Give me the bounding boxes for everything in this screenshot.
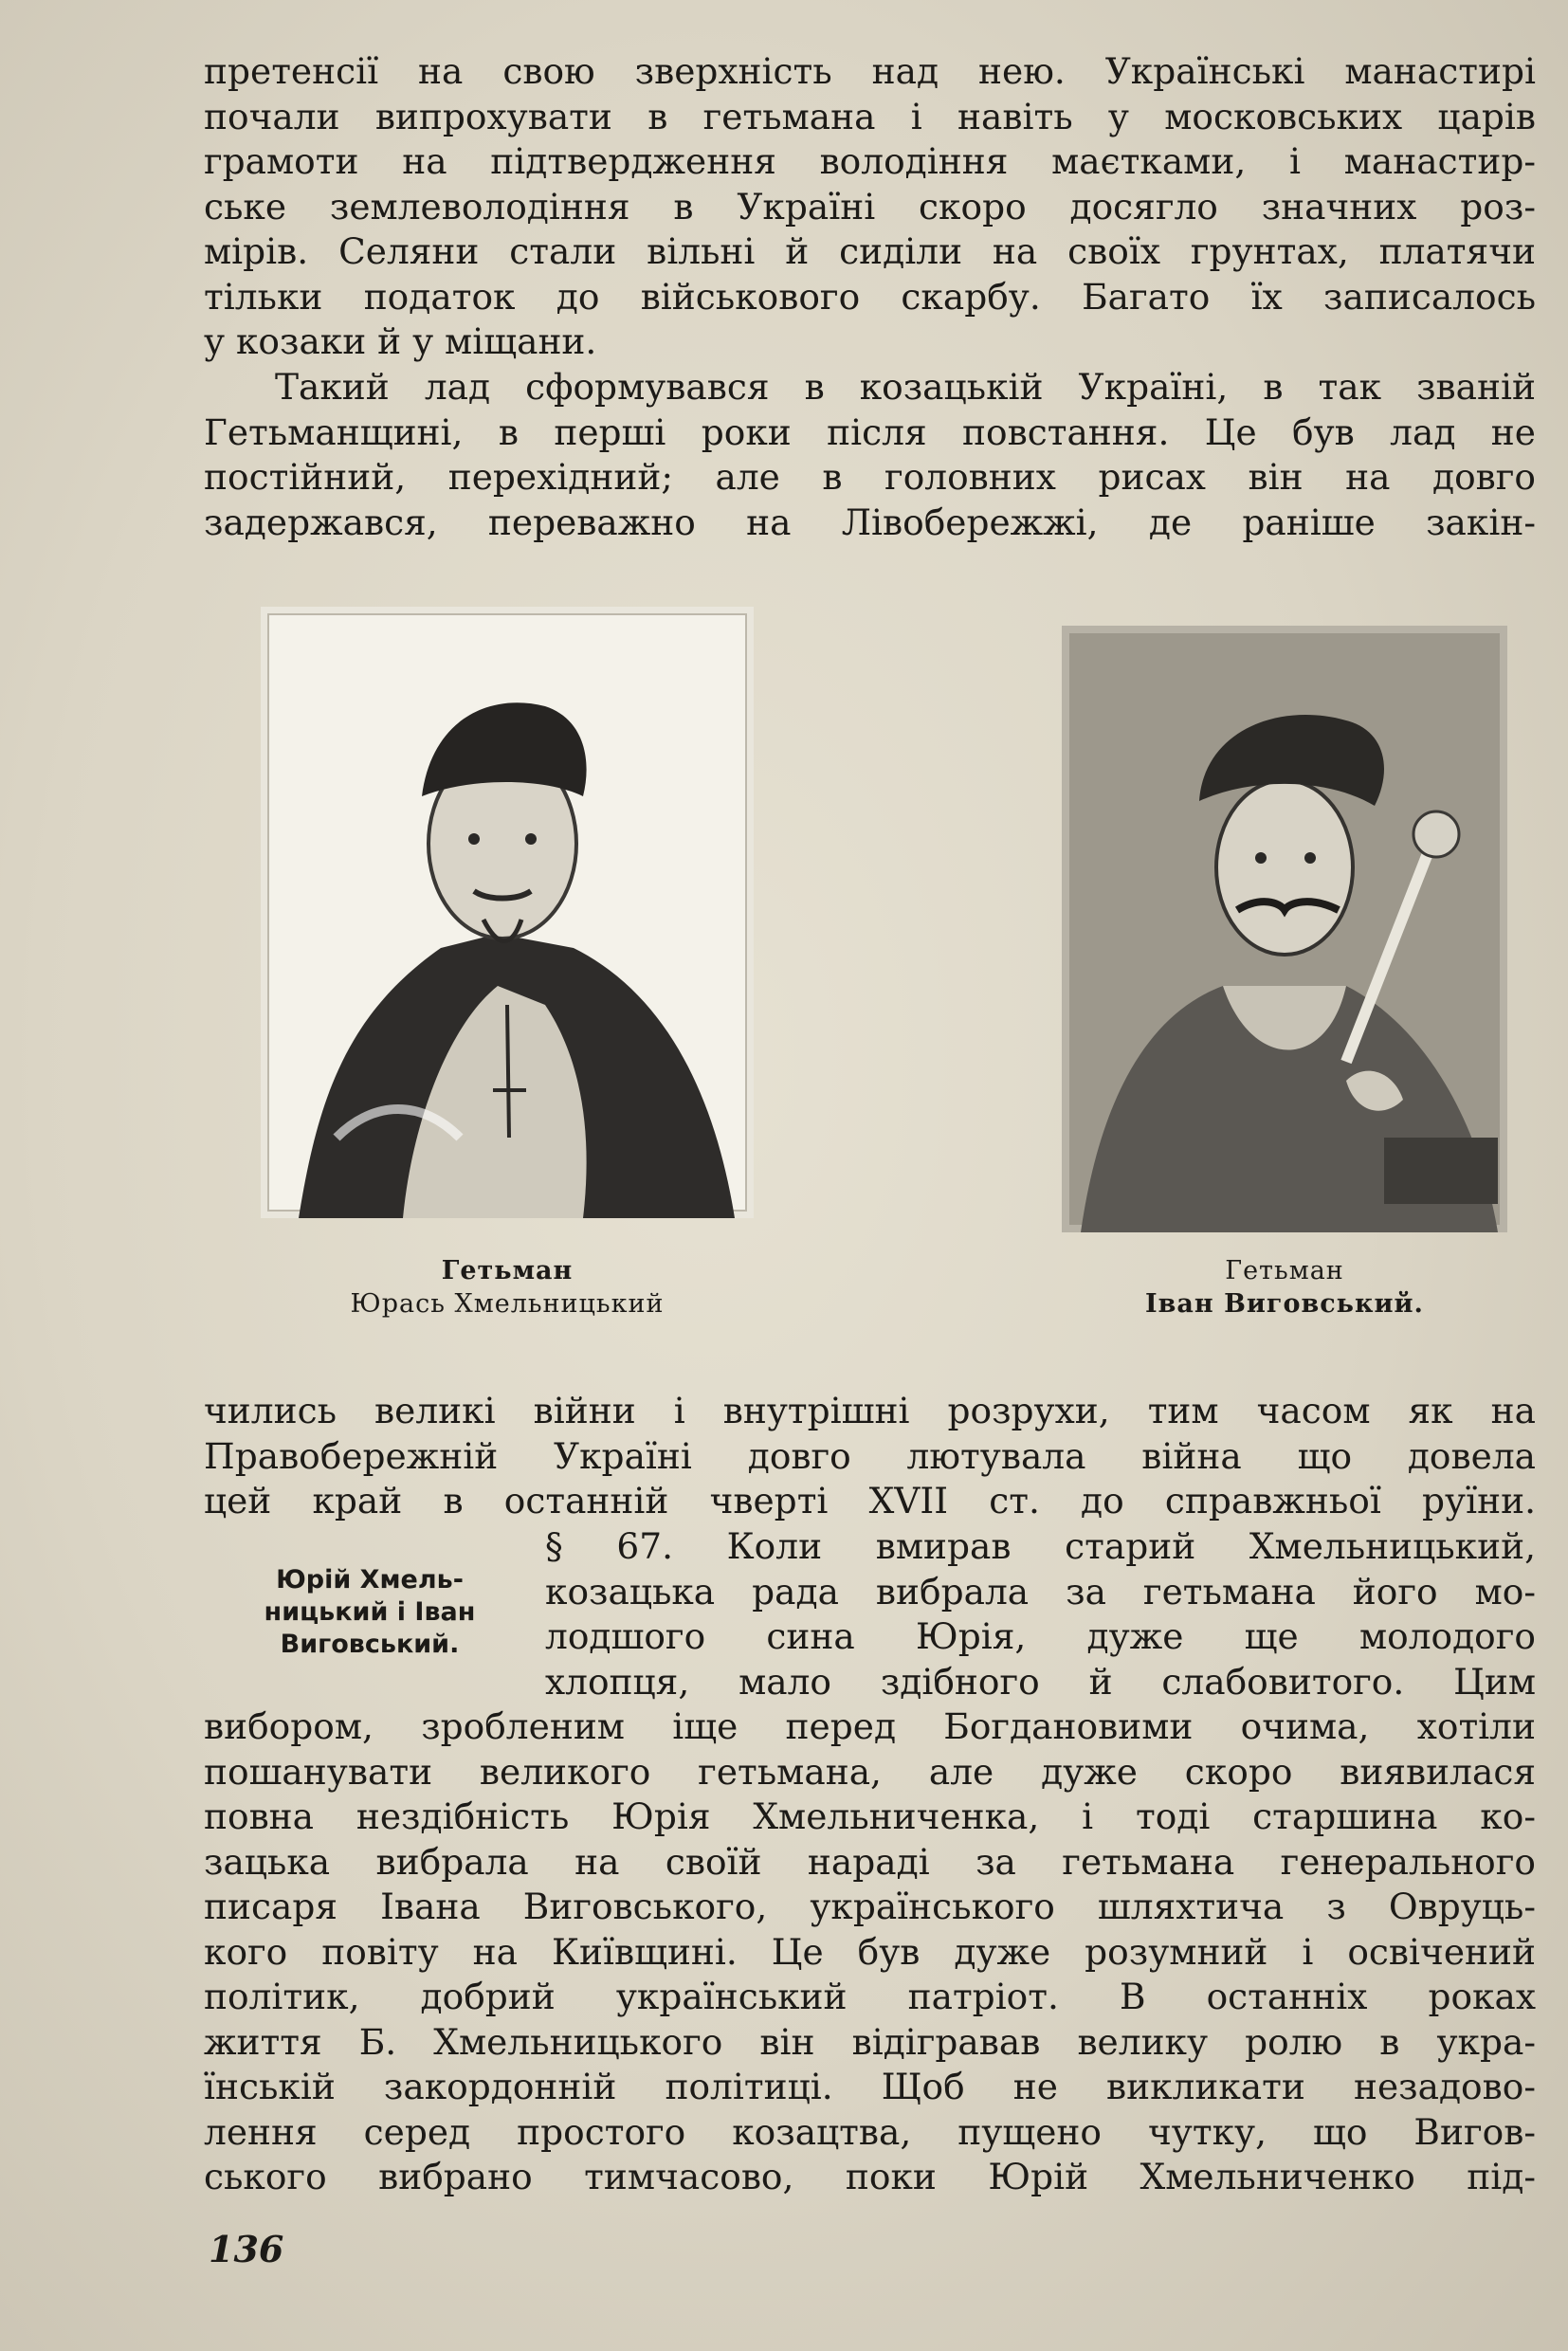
portrait-drawing — [261, 607, 754, 1218]
text-line: постійний, перехідний; але в головних рисах він на довго — [204, 456, 1536, 498]
text-line: лення серед простого козацтва, пущено чутку, що Вигов- — [204, 2110, 1536, 2153]
top-paragraph — [204, 49, 1536, 365]
side-note-line: Виговський. — [280, 1630, 460, 1659]
second-paragraph — [204, 365, 1536, 545]
text-line: політик, добрий український патріот. В останніх роках — [204, 1976, 1536, 2017]
text-line: мірів. Селяни стали вільні й сиділи на своїх грунтах, платячи — [204, 230, 1536, 272]
portrait-left-caption — [284, 1254, 730, 1321]
portrait-drawing — [1062, 626, 1507, 1232]
side-note-line: Юрій Хмель- — [276, 1565, 464, 1595]
text-line: задержався, переважно на Лівобережжі, де раніше закін- — [204, 501, 1536, 543]
portrait-ivan-vyhovsky — [1062, 626, 1507, 1232]
text-line: у козаки й у міщани. — [204, 320, 597, 362]
text-line: пошанувати великого гетьмана, але дуже скоро виявилася — [204, 1750, 1536, 1793]
portrait-yurii-khmelnytsky — [261, 607, 754, 1218]
text-line: тільки податок до військового скарбу. Багато їх записалось — [204, 275, 1536, 318]
portrait-right-caption — [1081, 1254, 1488, 1321]
text-line: зацька вибрала на своїй нараді за гетьмана генерального — [204, 1840, 1536, 1883]
text-line: їнській закордонній політиці. Щоб не викликати незадово- — [204, 2066, 1536, 2107]
caption-title: Гетьман — [441, 1256, 574, 1285]
text-line: Правобережній Україні довго лютувала війна що довела — [204, 1434, 1536, 1477]
continuation-paragraph — [204, 1389, 1536, 1524]
text-line: цей край в останній чверті XVII ст. до справжньої руїни. — [204, 1480, 1536, 1522]
section-side-note — [213, 1564, 526, 1661]
caption-name: Юрась Хмельницький — [350, 1289, 665, 1319]
text-line: претенсії на свою зверхність над нею. Українські манастирі — [204, 50, 1536, 92]
text-line: кого повіту на Київщині. Це був дуже розумний і освічений — [204, 1930, 1536, 1973]
text-line: козацька рада вибрала за гетьмана його мо- — [545, 1570, 1536, 1613]
text-line: Гетьманщині, в перші роки після повстання. Це був лад не — [204, 410, 1536, 453]
text-line: Такий лад сформувався в козацькій Україні, в так званій — [275, 366, 1536, 408]
text-line: грамоти на підтвердження володіння маєтками, і манастир- — [204, 140, 1536, 182]
text-line: повна нездібність Юрія Хмельниченка, і тоді старшина ко- — [204, 1795, 1536, 1837]
text-line: почали випрохувати в гетьмана і навіть у московських царів — [204, 95, 1536, 137]
text-line: ське землеволодіння в Україні скоро досягло значних роз- — [204, 185, 1536, 228]
text-line: чились великі війни і внутрішні розрухи, тим часом як на — [204, 1390, 1536, 1431]
text-line: вибором, зробленим іще перед Богдановими очима, хотіли — [204, 1705, 1536, 1747]
text-line: хлопця, мало здібного й слабовитого. Цим — [545, 1660, 1536, 1703]
text-line: життя Б. Хмельницького він відігравав велику ролю в укра- — [204, 2020, 1536, 2063]
text-line: § 67. Коли вмирав старий Хмельницький, — [545, 1525, 1536, 1567]
text-line: писаря Івана Виговського, українського шляхтича з Овруць- — [204, 1886, 1536, 1927]
caption-name: Іван Виговський. — [1145, 1289, 1424, 1319]
section-67-body — [204, 1704, 1536, 2200]
side-note-line: ницький і Іван — [264, 1597, 476, 1627]
text-line: ського вибрано тимчасово, поки Юрій Хмельниченко під- — [204, 2156, 1536, 2197]
caption-title: Гетьман — [1225, 1256, 1344, 1285]
text-line: лодшого сина Юрія, дуже ще молодого — [545, 1615, 1536, 1657]
page-number: 136 — [209, 2228, 284, 2270]
section-67-opening — [545, 1524, 1536, 1704]
